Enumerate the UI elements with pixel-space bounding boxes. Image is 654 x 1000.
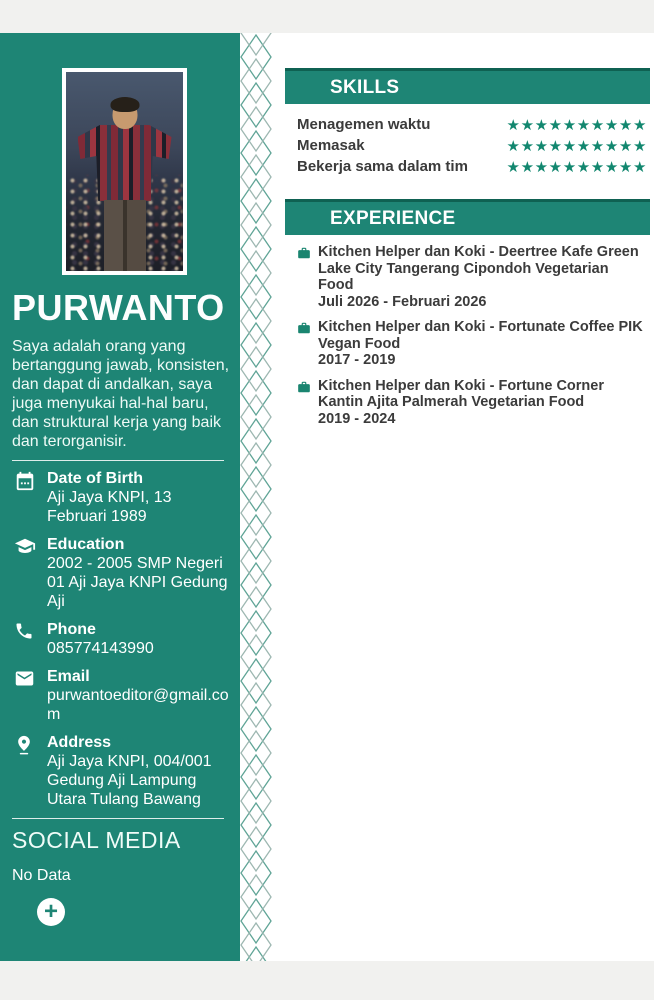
experience-period: 2019 - 2024 [318, 410, 396, 427]
contact-value: purwantoeditor@gmail.com [47, 687, 229, 723]
experience-section-header [285, 199, 650, 235]
experience-job-title: Kitchen Helper dan Koki - Deertree Kafe Green Lake City Tangerang Cipondoh Vegetarian Food [318, 244, 639, 293]
contact-label: Education [47, 536, 125, 553]
contact-value: 085774143990 [47, 640, 154, 657]
experience-item [285, 378, 650, 428]
briefcase-icon [297, 321, 311, 369]
calendar-icon [14, 470, 38, 526]
add-social-media-button[interactable]: + [37, 898, 65, 926]
skill-label: Bekerja sama dalam tim [297, 158, 468, 175]
experience-job-title: Kitchen Helper dan Koki - Fortunate Coffee PIK Vegan Food [318, 319, 643, 352]
skills-title: SKILLS [330, 76, 400, 98]
sidebar [0, 33, 240, 961]
experience-period: 2017 - 2019 [318, 352, 396, 368]
experience-item [285, 319, 650, 369]
contact-value: 2002 - 2005 SMP Negeri 01 Aji Jaya KNPI Gedung Aji [47, 555, 228, 610]
social-media-empty-text: No Data [12, 867, 71, 884]
person-name: PURWANTO [12, 287, 225, 328]
photo-person-shirt [78, 125, 172, 201]
profile-summary: Saya adalah orang yang bertanggung jawab, konsisten, dan dapat di andalkan, saya juga menyukai hal-hal baru, dan struktural kerja yang baik dan terorganisir. [12, 338, 230, 450]
skill-star-rating: ★★★★★★★★★★ [506, 136, 647, 155]
contact-label: Address [47, 734, 112, 751]
skill-label: Menagemen waktu [297, 116, 431, 133]
diamond-pattern-border [238, 33, 274, 961]
experience-period: Juli 2026 - Februari 2026 [318, 293, 487, 310]
briefcase-icon [297, 246, 311, 310]
profile-photo-frame [62, 68, 187, 275]
skill-star-rating: ★★★★★★★★★★ [506, 115, 647, 134]
contact-label: Phone [47, 621, 96, 638]
contact-value: Aji Jaya KNPI, 004/001 Gedung Aji Lampung Utara Tulang Bawang [47, 753, 212, 808]
contact-email [12, 667, 232, 724]
contact-address [12, 733, 232, 809]
experience-item [285, 244, 650, 310]
email-icon [14, 668, 38, 724]
contact-date-of-birth [12, 469, 232, 526]
contact-label: Date of Birth [47, 470, 143, 487]
experience-title: EXPERIENCE [330, 207, 456, 229]
location-icon [14, 734, 38, 809]
skill-star-rating: ★★★★★★★★★★ [506, 157, 647, 176]
photo-person-head [112, 100, 137, 129]
skills-list [285, 114, 650, 177]
graduation-icon [14, 536, 38, 611]
skill-row [297, 114, 647, 135]
phone-icon [14, 621, 38, 658]
experience-job-title: Kitchen Helper dan Koki - Fortune Corner Kantin Ajita Palmerah Vegetarian Food [318, 377, 604, 410]
sidebar-divider-top [12, 460, 224, 461]
skill-row [297, 156, 647, 177]
social-media-heading: SOCIAL MEDIA [12, 827, 181, 853]
photo-person-pants [104, 200, 146, 271]
contact-phone [12, 620, 232, 658]
profile-photo [66, 72, 183, 271]
sidebar-divider-bottom [12, 818, 224, 819]
briefcase-icon [297, 380, 311, 428]
experience-list [285, 244, 650, 427]
skills-section-header [285, 68, 650, 104]
skill-row [297, 135, 647, 156]
contact-label: Email [47, 668, 90, 685]
photo-person [66, 100, 183, 271]
contact-education [12, 535, 232, 611]
main-content [285, 33, 650, 436]
contact-value: Aji Jaya KNPI, 13 Februari 1989 [47, 489, 172, 525]
skill-label: Memasak [297, 137, 365, 154]
resume-page [0, 33, 654, 961]
